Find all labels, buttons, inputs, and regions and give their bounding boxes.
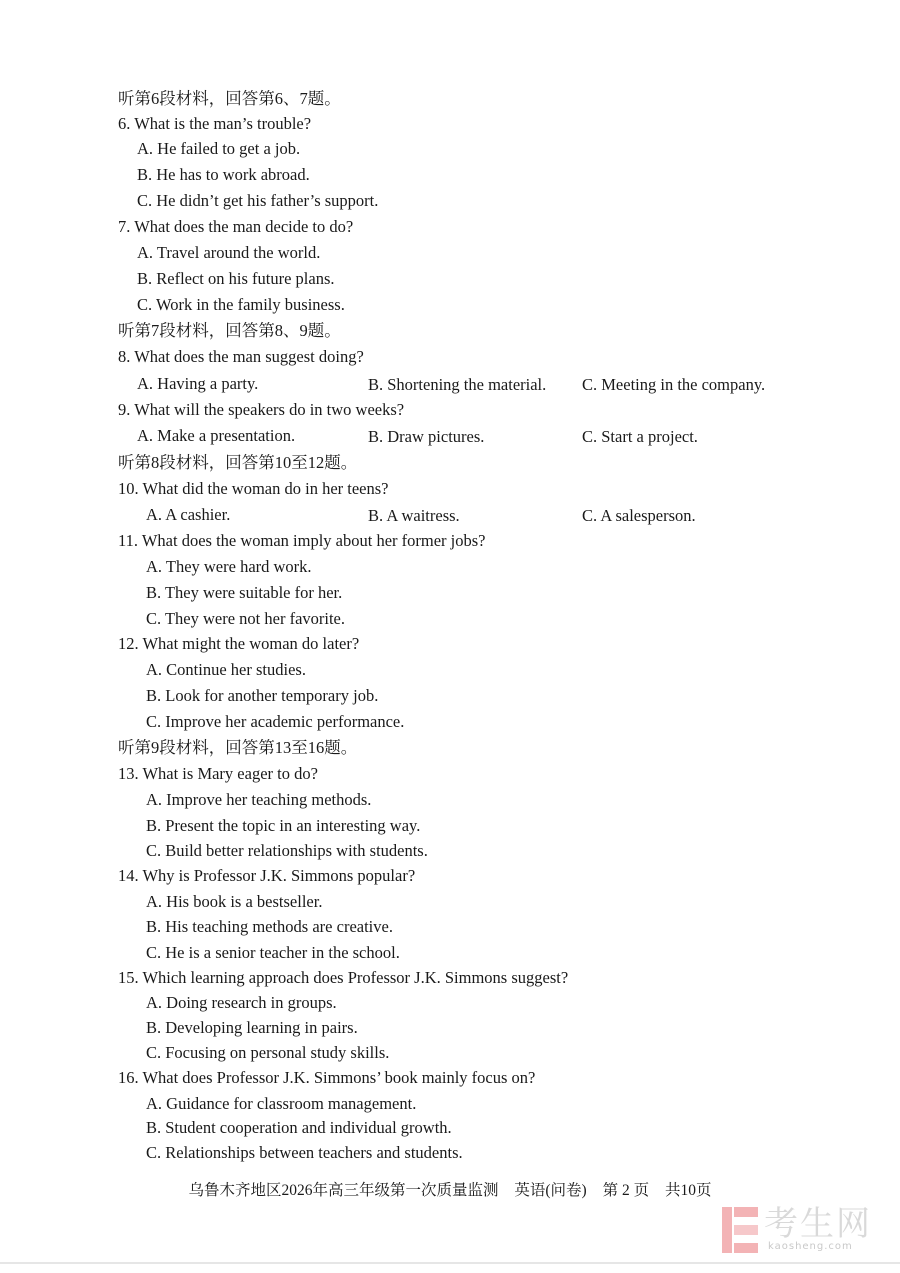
page-footer xyxy=(0,1180,900,1202)
option-9a: A. Make a presentation. xyxy=(137,426,296,445)
option-6a: A. He failed to get a job. xyxy=(137,139,301,158)
option-8a: A. Having a party. xyxy=(137,374,259,393)
question-15: 15. Which learning approach does Professor J.K. Simmons suggest? xyxy=(118,968,569,987)
question-11: 11. What does the woman imply about her former jobs? xyxy=(118,531,486,550)
question-10: 10. What did the woman do in her teens? xyxy=(118,479,389,498)
watermark-logo-icon xyxy=(722,1207,758,1253)
section-heading-7: 听第7段材料，回答第8、9题。 xyxy=(118,321,341,340)
option-15a: A. Doing research in groups. xyxy=(146,993,337,1012)
option-13c: C. Build better relationships with students. xyxy=(146,841,428,860)
option-10a: A. A cashier. xyxy=(146,505,231,524)
option-12c: C. Improve her academic performance. xyxy=(146,712,405,731)
section-heading-8: 听第8段材料，回答第10至12题。 xyxy=(118,453,358,472)
question-14: 14. Why is Professor J.K. Simmons popular? xyxy=(118,866,416,885)
footer-subject: 英语(问卷) xyxy=(514,1182,587,1199)
option-14c: C. He is a senior teacher in the school. xyxy=(146,943,400,962)
watermark-text: 考生网 xyxy=(764,1204,872,1244)
section-heading-6: 听第6段材料，回答第6、7题。 xyxy=(118,89,341,108)
option-13a: A. Improve her teaching methods. xyxy=(146,790,372,809)
question-16: 16. What does Professor J.K. Simmons’ book mainly focus on? xyxy=(118,1068,536,1087)
option-9b: B. Draw pictures. xyxy=(368,427,485,446)
option-12a: A. Continue her studies. xyxy=(146,660,306,679)
option-10c: C. A salesperson. xyxy=(582,506,696,525)
option-15b: B. Developing learning in pairs. xyxy=(146,1018,358,1037)
bottom-divider xyxy=(0,1262,900,1264)
footer-exam-title: 乌鲁木齐地区2026年高三年级第一次质量监测 xyxy=(188,1182,499,1199)
option-14a: A. His book is a bestseller. xyxy=(146,892,323,911)
option-16c: C. Relationships between teachers and students. xyxy=(146,1143,463,1162)
footer-page-number: 第 2 页 xyxy=(602,1182,650,1199)
option-8b: B. Shortening the material. xyxy=(368,375,547,394)
option-11b: B. They were suitable for her. xyxy=(146,583,343,602)
option-11c: C. They were not her favorite. xyxy=(146,609,345,628)
watermark-url: kaosheng.com xyxy=(768,1241,853,1252)
option-7a: A. Travel around the world. xyxy=(137,243,321,262)
option-10b: B. A waitress. xyxy=(368,506,460,525)
option-7b: B. Reflect on his future plans. xyxy=(137,269,335,288)
section-heading-9: 听第9段材料，回答第13至16题。 xyxy=(118,738,358,757)
option-11a: A. They were hard work. xyxy=(146,557,312,576)
question-6: 6. What is the man’s trouble? xyxy=(118,114,312,133)
footer-total-pages: 共10页 xyxy=(664,1182,712,1199)
option-7c: C. Work in the family business. xyxy=(137,295,345,314)
question-13: 13. What is Mary eager to do? xyxy=(118,764,318,783)
watermark xyxy=(722,1205,892,1255)
option-15c: C. Focusing on personal study skills. xyxy=(146,1043,390,1062)
option-6b: B. He has to work abroad. xyxy=(137,165,310,184)
option-6c: C. He didn’t get his father’s support. xyxy=(137,191,379,210)
question-8: 8. What does the man suggest doing? xyxy=(118,347,364,366)
option-12b: B. Look for another temporary job. xyxy=(146,686,379,705)
question-7: 7. What does the man decide to do? xyxy=(118,217,354,236)
option-9c: C. Start a project. xyxy=(582,427,698,446)
question-12: 12. What might the woman do later? xyxy=(118,634,360,653)
option-16a: A. Guidance for classroom management. xyxy=(146,1094,417,1113)
option-8c: C. Meeting in the company. xyxy=(582,375,766,394)
option-13b: B. Present the topic in an interesting way. xyxy=(146,816,421,835)
option-14b: B. His teaching methods are creative. xyxy=(146,917,393,936)
option-16b: B. Student cooperation and individual growth. xyxy=(146,1118,452,1137)
question-9: 9. What will the speakers do in two weeks? xyxy=(118,400,405,419)
